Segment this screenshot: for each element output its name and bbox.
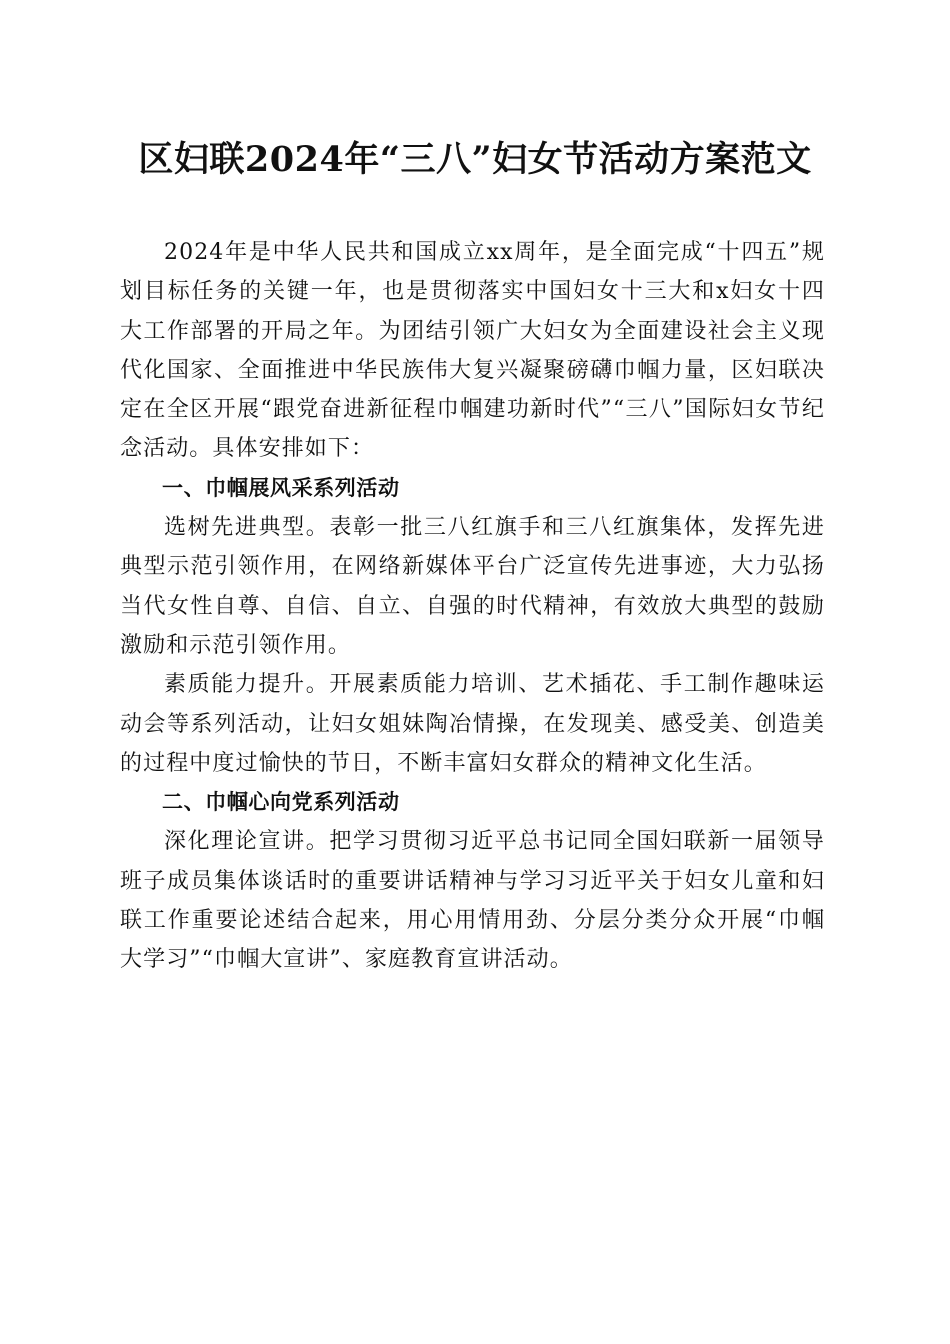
section-heading-1: 一、巾帼展风采系列活动 <box>162 475 400 500</box>
section-heading-2: 二、巾帼心向党系列活动 <box>162 790 400 815</box>
document-title: 区妇联2024年“三八”妇女节活动方案范文 <box>138 139 812 180</box>
intro-paragraph: 2024年是中华人民共和国成立xx周年，是全面完成“十四五”规划目标任务的关键一年，也是贯彻落实中国妇女十三大和x妇女十四大工作部署的开局之年。为团结引领广大妇女为全面建设社会主义现代化国家、全面推进中华民族伟大复兴凝聚磅礴巾帼力量，区妇联决定在全区开展“跟党奋进新征程巾帼建功新时代”“三八”国际妇女节纪念活动。具体安排如下： <box>120 240 825 462</box>
section-1-paragraph-2: 素质能力提升。开展素质能力培训、艺术插花、手工制作趣味运动会等系列活动，让妇女姐妹陶冶情操，在发现美、感受美、创造美的过程中度过愉快的节日，不断丰富妇女群众的精神文化生活。 <box>120 672 825 776</box>
section-2-paragraph-1: 深化理论宣讲。把学习贯彻习近平总书记同全国妇联新一届领导班子成员集体谈话时的重要讲话精神与学习习近平关于妇女儿童和妇联工作重要论述结合起来，用心用情用劲、分层分类分众开展“巾帼大学习”“巾帼大宣讲”、家庭教育宣讲活动。 <box>120 829 825 973</box>
section-1-paragraph-1: 选树先进典型。表彰一批三八红旗手和三八红旗集体，发挥先进典型示范引领作用，在网络新媒体平台广泛宣传先进事迹，大力弘扬当代女性自尊、自信、自立、自强的时代精神，有效放大典型的鼓励激励和示范引领作用。 <box>120 515 825 658</box>
document-body <box>120 233 825 980</box>
